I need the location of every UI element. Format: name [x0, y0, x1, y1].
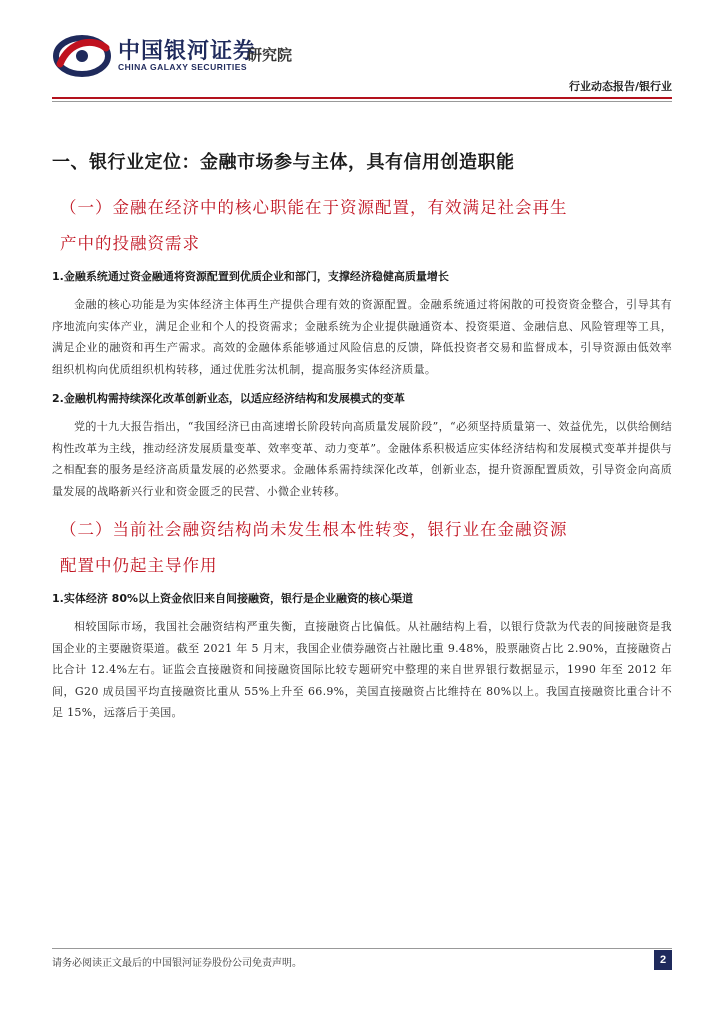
report-type-label: 行业动态报告/银行业	[568, 80, 672, 93]
galaxy-logo-icon	[52, 30, 112, 80]
footer-divider	[52, 948, 672, 949]
section-title: 一、银行业定位：金融市场参与主体，具有信用创造职能	[52, 152, 515, 173]
subsection-title-1	[52, 190, 672, 262]
point-title-2-1: 1.实体经济 80%以上资金依旧来自间接融资，银行是企业融资的核心渠道	[52, 592, 413, 605]
subsection-title-1-line1: （一）金融在经济中的核心职能在于资源配置，有效满足社会再生	[60, 198, 568, 217]
brand-name-cn: 中国银河证券	[118, 39, 257, 64]
brand-subtitle: 研究院	[247, 46, 293, 64]
subsection-title-2-line1: （二）当前社会融资结构尚未发生根本性转变，银行业在金融资源	[60, 520, 568, 539]
header-divider-gray	[52, 101, 672, 102]
point-title-1-1: 1.金融系统通过资金融通将资源配置到优质企业和部门，支撑经济稳健高质量增长	[52, 270, 449, 283]
main-content	[52, 148, 672, 734]
paragraph-2-1: 相较国际市场，我国社会融资结构严重失衡，直接融资占比偏低。从社融结构上看，以银行贷款为代表的间接融资是我国企业的主要融资渠道。截至 2021 年 5 月末，我国企业债券融资占社融比重 9.48%，股票融资占比 2.90%，直接融资占比合计 12.4%左右。证监会直接融资和间接融资国际比较专题研究中整理的来自世界银行数据显示，1990 年至 2012 年间，G20 成员国平均直接融资比重从 55%上升至 66.9%，美国直接融资占比维持在 80%以上。我国直接融资比重合计不足 15%，远落后于美国。	[52, 620, 672, 719]
page-number: 2	[654, 950, 672, 970]
page-header	[0, 0, 724, 100]
subsection-title-2-line2: 配置中仍起主导作用	[60, 556, 218, 575]
footer-disclaimer: 请务必阅读正文最后的中国银河证券股份公司免责声明。	[52, 958, 302, 969]
subsection-title-1-line2: 产中的投融资需求	[60, 234, 200, 253]
brand-name-en: CHINA GALAXY SECURITIES	[118, 62, 248, 72]
header-divider-red	[52, 97, 672, 99]
point-title-1-2: 2.金融机构需持续深化改革创新业态，以适应经济结构和发展模式的变革	[52, 392, 405, 405]
paragraph-1-1: 金融的核心功能是为实体经济主体再生产提供合理有效的资源配置。金融系统通过将闲散的可投资资金整合，引导其有序地流向实体产业，满足企业和个人的投资需求；金融系统为企业提供融通资本、投资渠道、金融信息、风险管理等工具，满足企业的融资和再生产需求。高效的金融体系能够通过风险信息的反馈，降低投资者交易和监督成本，引导资源由低效率组织机构向优质组织机构转移，通过优胜劣汰机制，提高服务实体经济质量。	[52, 298, 672, 376]
subsection-title-2	[52, 512, 672, 584]
paragraph-1-2: 党的十九大报告指出，“我国经济已由高速增长阶段转向高质量发展阶段”，“必须坚持质量第一、效益优先，以供给侧结构性改革为主线，推动经济发展质量变革、效率变革、动力变革”。金融体系积极适应实体经济结构和发展模式变革并提供与之相配套的服务是经济高质量发展的必然要求。金融体系需持续深化改革，创新业态，提升资源配置质效，引导资金向高质量发展的战略新兴行业和资金匮乏的民营、小微企业转移。	[52, 420, 672, 498]
